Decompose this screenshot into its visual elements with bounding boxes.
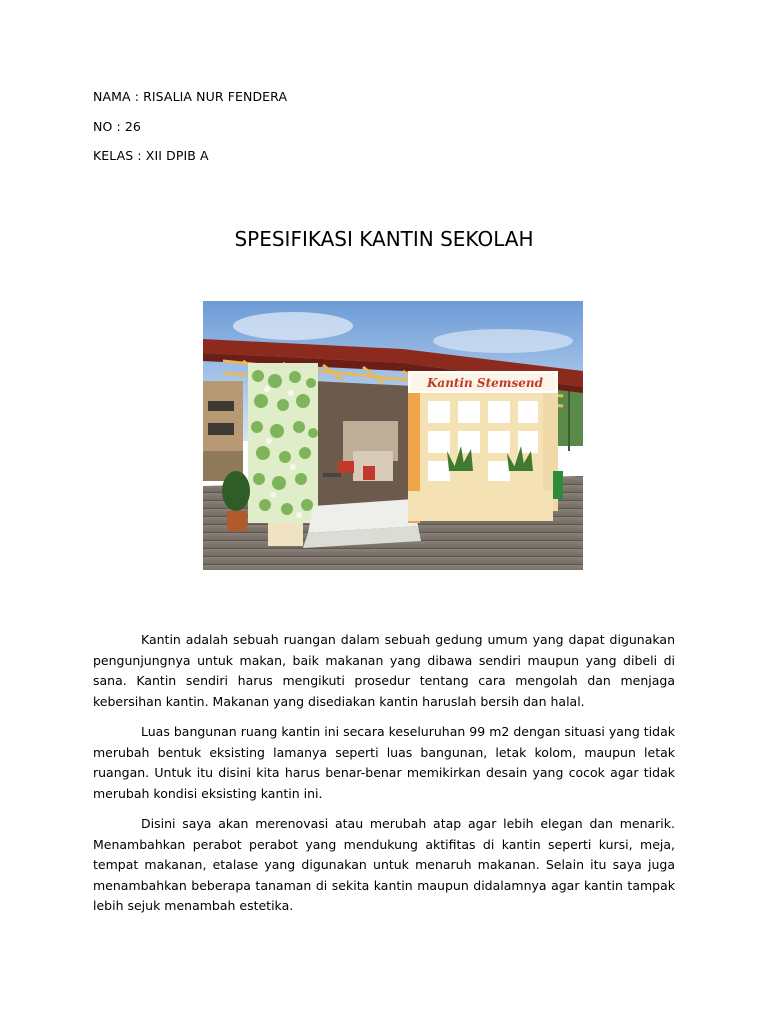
paragraph-3: Disini saya akan merenovasi atau merubah atap agar lebih elegan dan menarik. Menambahkan perabot perabot yang mendukung aktifitas di kantin seperti kursi, meja, tempat makanan, etalase yang digunakan untuk menaruh makanan. Selain itu saya juga menambahkan beberapa tanaman di sekita kantin maupun didalamnya agar kantin tampak lebih sejuk menambah estetika.: [93, 816, 675, 913]
paragraph-1: Kantin adalah sebuah ruangan dalam sebuah gedung umum yang dapat digunakan pengunjungnya untuk makan, baik makanan yang dibawa sendiri maupun yang dibeli di sana. Kantin sendiri harus mengikuti prosedur tentang cara mengolah dan menjaga kebersihan kantin. Makanan yang disediakan kantin haruslah bersih dan halal.: [93, 632, 675, 709]
document-title: SPESIFIKASI KANTIN SEKOLAH: [234, 227, 534, 251]
kantin-sign-text: Kantin Stemsend: [427, 376, 543, 390]
canteen-render-image: [203, 301, 583, 570]
student-name-line: NAMA : RISALIA NUR FENDERA: [93, 89, 288, 104]
body-text: [93, 630, 675, 927]
student-number-line: NO : 26: [93, 119, 141, 134]
paragraph-2: Luas bangunan ruang kantin ini secara keseluruhan 99 m2 dengan situasi yang tidak merubah bentuk eksisting lamanya seperti luas bangunan, letak kolom, maupun letak ruangan. Untuk itu disini kita harus benar-benar memikirkan desain yang cocok agar tidak merubah kondisi eksisting kantin ini.: [93, 724, 675, 801]
student-class-line: KELAS : XII DPIB A: [93, 148, 209, 163]
